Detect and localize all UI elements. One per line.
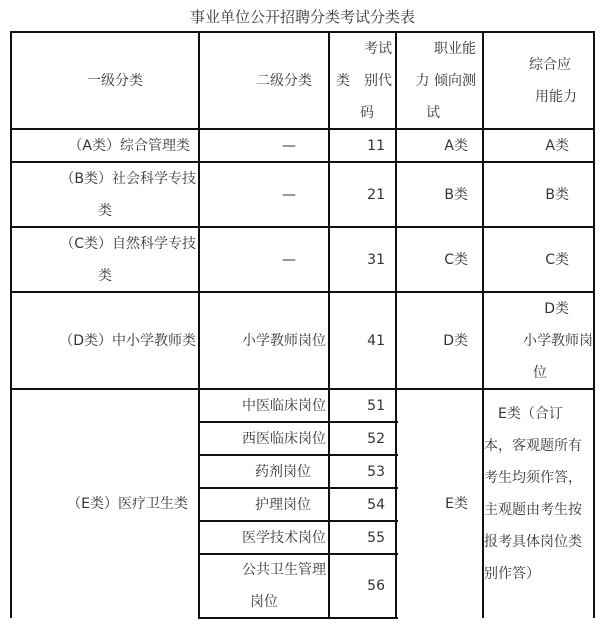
aptitude-cell: B类 xyxy=(444,186,468,203)
table-title: 事业单位公开招聘分类考试分类表 xyxy=(189,8,415,26)
comprehensive-cell: E类（合订 本，客观题所有 考生均须作答， 主观题由考生按 报考具体岗位类 别作答） xyxy=(484,406,582,582)
level1-cell: （C类）自然科学专技 类 xyxy=(60,235,196,284)
aptitude-cell: A类 xyxy=(444,137,468,154)
level1-cell: （D类）中小学教师类 xyxy=(59,332,196,349)
aptitude-cell: D类 xyxy=(443,332,468,349)
comprehensive-cell: C类 xyxy=(545,251,569,268)
table-border-right xyxy=(593,31,595,618)
aptitude-cell: C类 xyxy=(444,251,468,268)
comprehensive-cell: B类 xyxy=(545,186,569,203)
code-cell: 11 xyxy=(367,137,385,154)
header-aptitude-test: 职业能 力 倾向测 试 xyxy=(415,40,476,121)
code-cell: 53 xyxy=(367,463,385,480)
code-cell: 55 xyxy=(367,529,385,546)
header-level2: 二级分类 xyxy=(256,72,312,89)
code-cell: 41 xyxy=(367,332,385,349)
level2-cell: — xyxy=(282,186,296,203)
level2-cell: — xyxy=(282,137,296,154)
level2-cell: 医学技术岗位 xyxy=(242,529,326,546)
code-cell: 31 xyxy=(367,251,385,268)
level1-cell: （A类）综合管理类 xyxy=(68,137,190,154)
header-exam-code: 考试 类 别代 码 xyxy=(336,40,392,121)
header-comprehensive: 综合应 用能力 xyxy=(529,56,577,105)
level1-cell: （E类）医疗卫生类 xyxy=(67,496,188,512)
level2-cell: 公共卫生管理 岗位 xyxy=(242,562,326,610)
level2-cell: 药剂岗位 xyxy=(255,463,311,480)
level2-cell: 西医临床岗位 xyxy=(242,430,326,447)
code-cell: 54 xyxy=(367,496,385,513)
aptitude-cell: E类 xyxy=(445,496,468,512)
code-cell: 51 xyxy=(367,397,385,414)
comprehensive-cell: A类 xyxy=(545,137,569,154)
code-cell: 52 xyxy=(367,430,385,447)
level2-cell: 小学教师岗位 xyxy=(242,332,326,349)
level2-cell: 中医临床岗位 xyxy=(242,397,326,414)
header-level1: 一级分类 xyxy=(87,72,143,89)
code-cell: 56 xyxy=(367,578,385,594)
level1-cell: （B类）社会科学专技 类 xyxy=(60,170,196,219)
level2-cell: 护理岗位 xyxy=(255,496,311,513)
comprehensive-cell: D类 小学教师岗 位 xyxy=(523,300,593,381)
level2-cell: — xyxy=(282,251,296,268)
code-cell: 21 xyxy=(367,186,385,203)
